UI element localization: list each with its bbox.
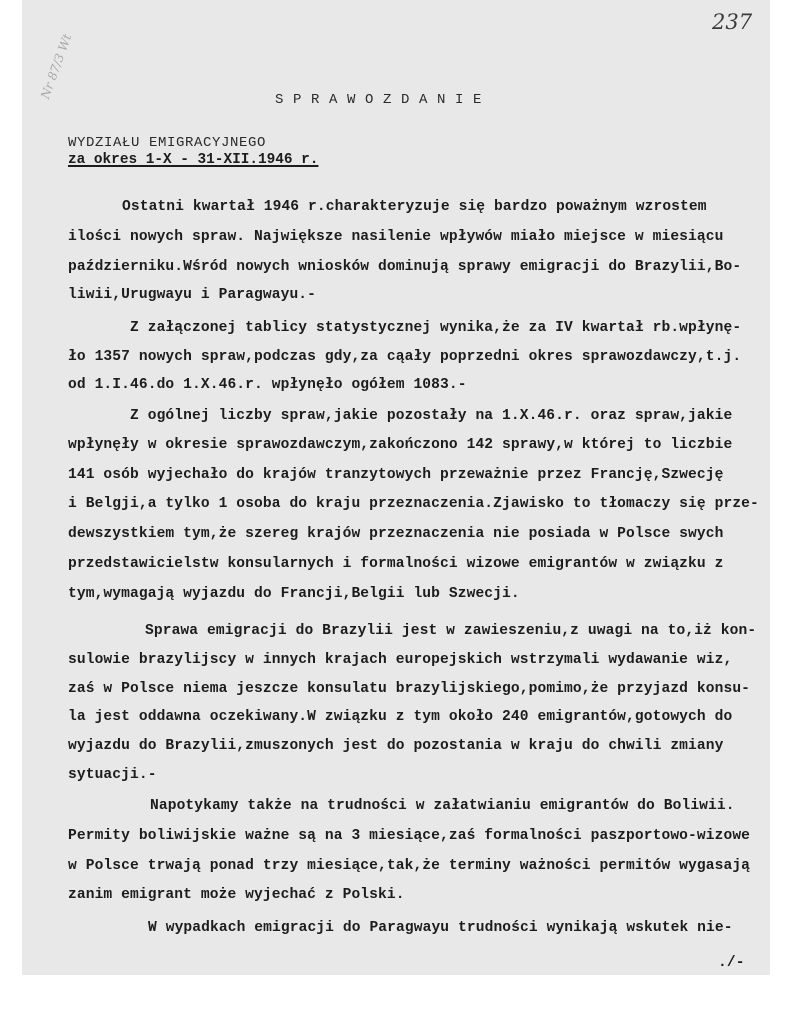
text-line: Permity boliwijskie ważne są na 3 miesiące,zaś formalności paszportowo-wizowe xyxy=(68,828,751,844)
text-line: Napotykamy także na trudności w załatwianiu emigrantów do Boliwii. xyxy=(150,798,735,814)
text-line: Z załączonej tablicy statystycznej wynika,że za IV kwartał rb.wpłynę- xyxy=(130,320,742,336)
text-line: Sprawa emigracji do Brazylii jest w zawieszeniu,z uwagi na to,iż kon- xyxy=(145,623,757,639)
text-line: dewszystkiem tym,że szereg krajów przeznaczenia nie posiada w Polsce swych xyxy=(68,526,724,542)
text-line: zaś w Polsce niema jeszcze konsulatu brazylijskiego,pomimo,że przyjazd konsu- xyxy=(68,681,751,697)
text-line: W wypadkach emigracji do Paragwayu trudności wynikają wskutek nie- xyxy=(148,920,733,936)
text-line: liwii,Urugwayu i Paragwayu.- xyxy=(68,287,317,303)
text-line: wpłynęły w okresie sprawozdawczym,zakończono 142 sprawy,w której to liczbie xyxy=(68,437,733,453)
text-line: ilości nowych spraw. Największe nasilenie wpływów miało miejsce w miesiącu xyxy=(68,229,724,245)
document-title: S P R A W O Z D A N I E xyxy=(275,92,483,108)
text-line: przedstawicielstw konsularnych i formalności wizowe emigrantów w związku z xyxy=(68,556,724,572)
department-heading: WYDZIAŁU EMIGRACYJNEGO xyxy=(68,135,267,151)
text-line: zanim emigrant może wyjechać z Polski. xyxy=(68,887,405,903)
handwritten-archive-note: Nr 87/3 Wt xyxy=(38,32,75,101)
text-line: w Polsce trwają ponad trzy miesiące,tak,że terminy ważności permitów wygasają xyxy=(68,858,751,874)
text-line: październiku.Wśród nowych wniosków dominują sprawy emigracji do Brazylii,Bo- xyxy=(68,259,742,275)
text-line: i Belgji,a tylko 1 osoba do kraju przeznaczenia.Zjawisko to tłomaczy się prze- xyxy=(68,496,759,512)
reporting-period: za okres 1-X - 31-XII.1946 r. xyxy=(68,152,319,168)
page-number: 237 xyxy=(712,10,753,34)
continuation-mark: ./- xyxy=(718,955,745,971)
text-line: Z ogólnej liczby spraw,jakie pozostały na 1.X.46.r. oraz spraw,jakie xyxy=(130,408,733,424)
text-line: wyjazdu do Brazylii,zmuszonych jest do pozostania w kraju do chwili zmiany xyxy=(68,738,724,754)
text-line: 141 osób wyjechało do krajów tranzytowych przeważnie przez Francję,Szwecję xyxy=(68,467,724,483)
text-line: sytuacji.- xyxy=(68,767,157,783)
text-line: Ostatni kwartał 1946 r.charakteryzuje się bardzo poważnym wzrostem xyxy=(122,199,707,215)
text-line: sulowie brazylijscy w innych krajach europejskich wstrzymali wydawanie wiz, xyxy=(68,652,733,668)
text-line: la jest oddawna oczekiwany.W związku z tym około 240 emigrantów,gotowych do xyxy=(68,709,733,725)
text-line: tym,wymagają wyjazdu do Francji,Belgii lub Szwecji. xyxy=(68,586,520,602)
text-line: od 1.I.46.do 1.X.46.r. wpłynęło ogółem 1083.- xyxy=(68,377,467,393)
text-line: ło 1357 nowych spraw,podczas gdy,za cąały poprzedni okres sprawozdawczy,t.j. xyxy=(68,349,742,365)
